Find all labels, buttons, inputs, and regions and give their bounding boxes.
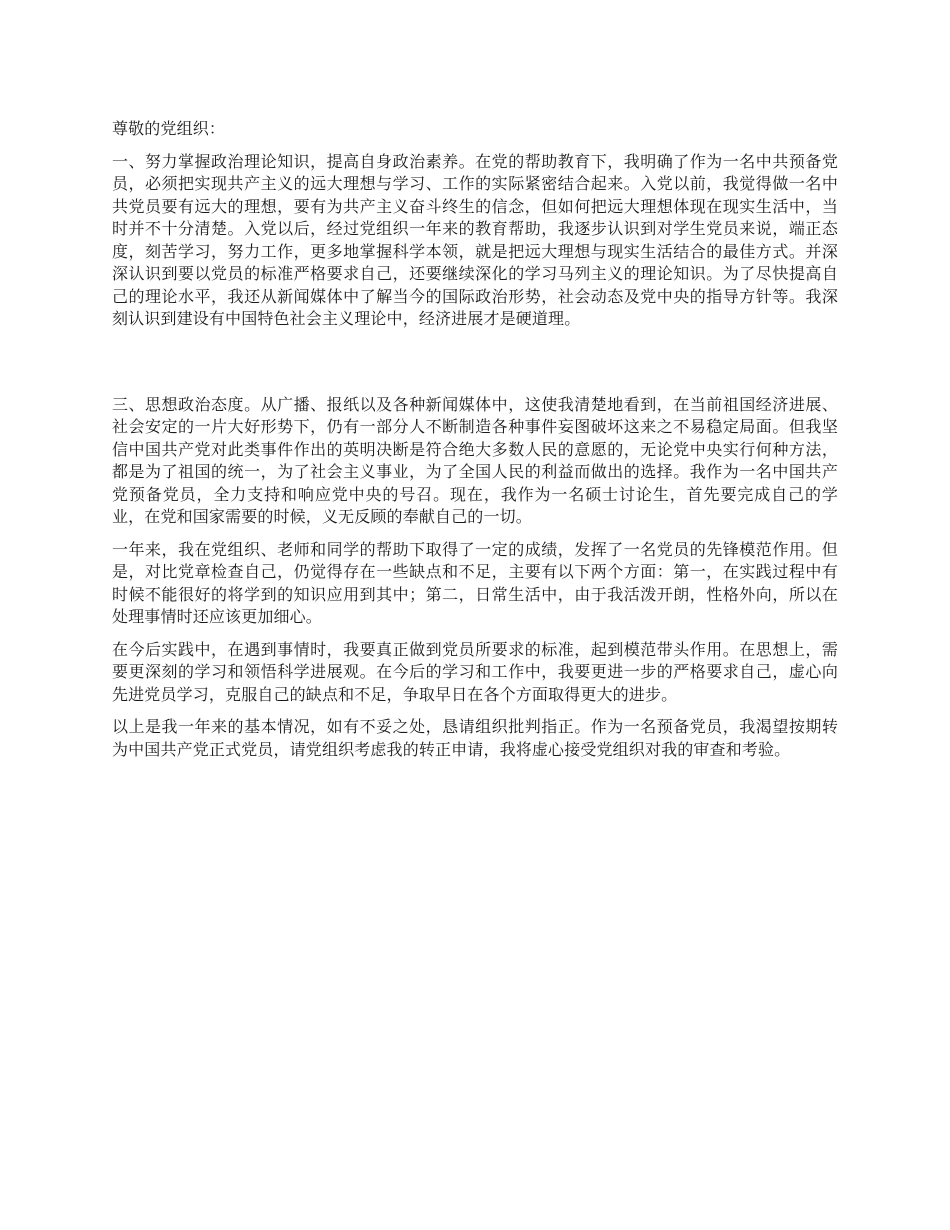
paragraph-shortcomings: 一年来，我在党组织、老师和同学的帮助下取得了一定的成绩，发挥了一名党员的先锋模范作用。但是，对比党章检查自己，仍觉得存在一些缺点和不足，主要有以下两个方面：第一，在实践过程中有时候不能很好的将学到的知识应用到其中；第二，日常生活中，由于我活泼开朗，性格外向，所以在处理事情时还应该更加细心。	[112, 539, 838, 626]
letter-body	[112, 118, 838, 771]
paragraph-gap	[112, 341, 838, 394]
salutation: 尊敬的党组织：	[112, 119, 226, 138]
paragraph-political-theory: 一、努力掌握政治理论知识，提高自身政治素养。在党的帮助教育下，我明确了作为一名中共预备党员，必须把实现共产主义的远大理想与学习、工作的实际紧密结合起来。入党以前，我觉得做一名中共党员要有远大的理想，要有为共产主义奋斗终生的信念，但如何把远大理想体现在现实生活中，当时并不十分清楚。入党以后，经过党组织一年来的教育帮助，我逐步认识到对学生党员来说，端正态度，刻苦学习，努力工作，更多地掌握科学本领，就是把远大理想与现实生活结合的最佳方式。并深深认识到要以党员的标准严格要求自己，还要继续深化的学习马列主义的理论知识。为了尽快提高自己的理论水平，我还从新闻媒体中了解当今的国际政治形势，社会动态及党中央的指导方针等。我深刻认识到建设有中国特色社会主义理论中，经济进展才是硬道理。	[112, 151, 838, 328]
paragraph-future-plans: 在今后实践中，在遇到事情时，我要真正做到党员所要求的标准，起到模范带头作用。在思想上，需要更深刻的学习和领悟科学进展观。在今后的学习和工作中，我要更进一步的严格要求自己，虚心向先进党员学习，克服自己的缺点和不足，争取早日在各个方面取得更大的进步。	[112, 639, 838, 704]
paragraph-closing: 以上是我一年来的基本情况，如有不妥之处，恳请组织批判指正。作为一名预备党员，我渴望按期转为中国共产党正式党员，请党组织考虑我的转正申请，我将虚心接受党组织对我的审查和考验。	[112, 717, 838, 759]
paragraph-political-attitude: 三、思想政治态度。从广播、报纸以及各种新闻媒体中，这使我清楚地看到，在当前祖国经济进展、社会安定的一片大好形势下，仍有一部分人不断制造各种事件妄图破坏这来之不易稳定局面。但我坚信中国共产党对此类事件作出的英明决断是符合绝大多数人民的意愿的，无论党中央实行何种方法，都是为了祖国的统一，为了社会主义事业，为了全国人民的利益而做出的选择。我作为一名中国共产党预备党员，全力支持和响应党中央的号召。现在，我作为一名硕士讨论生，首先要完成自己的学业，在党和国家需要的时候，义无反顾的奉献自己的一切。	[112, 394, 838, 526]
